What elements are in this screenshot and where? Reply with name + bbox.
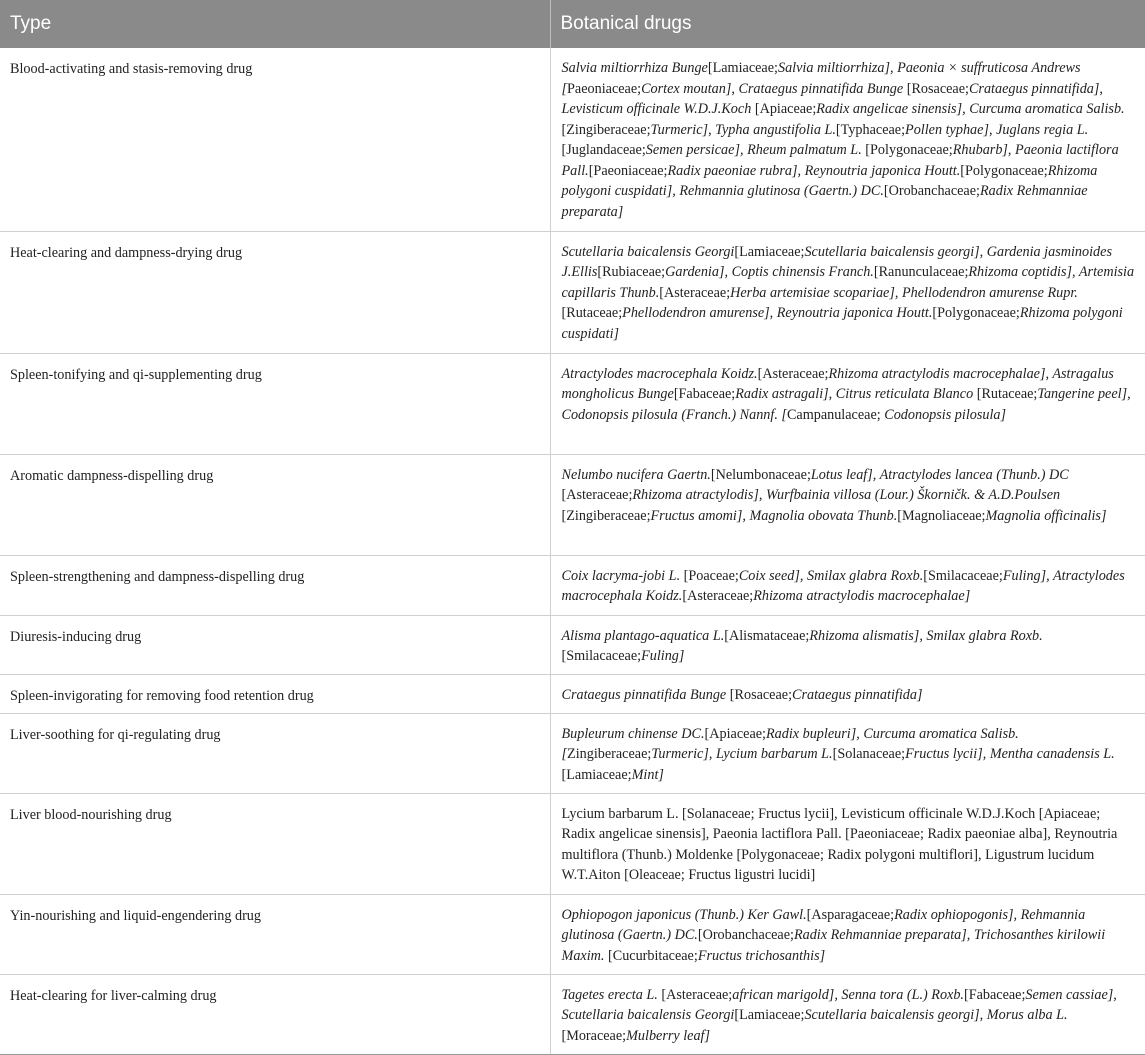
scientific-text: ], — [867, 466, 880, 483]
scientific-text: Turmeric — [651, 746, 704, 762]
scientific-text: Rheum palmatum L. — [747, 142, 866, 158]
scientific-text: ], — [961, 927, 974, 943]
scientific-text: ], — [794, 567, 807, 584]
scientific-text: ], — [753, 487, 766, 503]
scientific-text: Atractylodes macrocephala Koidz. — [561, 567, 1125, 604]
table-row — [0, 894, 1145, 974]
cell-type: Spleen-tonifying and qi-supplementing drug — [0, 353, 550, 454]
scientific-text: Fuling — [641, 648, 679, 664]
scientific-text: ], — [974, 1007, 987, 1023]
plain-text: [Rutaceae; — [976, 386, 1038, 402]
plain-text: ; — [774, 60, 778, 76]
plain-text: [Orobanchaceae; — [697, 927, 794, 943]
scientific-text: Scutellaria baicalensis Georgi — [561, 243, 735, 260]
cell-type: Heat-clearing for liver-calming drug — [0, 974, 550, 1054]
plain-text: ; — [637, 80, 642, 97]
scientific-text: ], — [1040, 567, 1054, 584]
scientific-text: ], — [764, 305, 777, 321]
plain-text: [Rutaceae; — [561, 305, 623, 321]
scientific-text: Fuling — [1002, 567, 1041, 584]
scientific-text: Codonopsis pilosula — [880, 406, 1001, 423]
scientific-text: Rhizoma atractylodis — [632, 487, 754, 503]
scientific-text: ] — [964, 588, 971, 604]
cell-botanical-drugs — [550, 454, 1145, 555]
scientific-text: Rhizoma alismatis — [809, 627, 914, 644]
cell-botanical-drugs — [550, 894, 1145, 974]
scientific-text: Phellodendron amurense Rupr. — [901, 284, 1078, 301]
scientific-text: Scutellaria baicalensis georgi — [804, 243, 975, 260]
table-header — [0, 0, 1145, 48]
header-type: Type — [0, 0, 550, 48]
header-row — [0, 0, 1145, 48]
scientific-text: Mulberry leaf — [626, 1027, 705, 1044]
plain-text: [Lamiaceae; — [734, 243, 805, 260]
plain-text: [Ranunculaceae; — [873, 264, 969, 280]
plain-text: [Fabaceae; — [673, 386, 736, 402]
scientific-text: Mentha canadensis L. — [989, 746, 1115, 762]
plain-text: [Juglandaceae; — [561, 142, 646, 158]
scientific-text: Smilax glabra Roxb. — [807, 567, 924, 584]
plain-text: [Cucurbitaceae; — [608, 947, 698, 964]
scientific-text: ], — [1107, 986, 1117, 1003]
scientific-text: Radix Rehmanniae preparata — [561, 183, 1088, 220]
scientific-text: Curcuma aromatica Salisb. [ — [561, 725, 1019, 762]
scientific-text: ], — [983, 121, 997, 138]
scientific-text: Fructus lycii — [905, 746, 978, 762]
scientific-text: Ophiopogon japonicus (Thunb.) Ker Gawl. — [561, 906, 807, 923]
scientific-text: ], — [702, 121, 716, 138]
plain-text: [Smilacaceae; — [923, 567, 1003, 584]
scientific-text: ] — [1000, 406, 1007, 423]
plain-text: Campanulaceae; — [786, 406, 881, 423]
scientific-text: Bupleurum chinense DC. — [561, 725, 705, 742]
cell-botanical-drugs — [550, 555, 1145, 615]
plain-text: [Rubiaceae; — [597, 264, 666, 280]
plain-text: [Paeoniaceae; — [588, 162, 668, 179]
table-row — [0, 231, 1145, 353]
plain-text: Lamiaceae — [712, 60, 775, 76]
scientific-text: ], — [725, 80, 739, 97]
cell-type: Spleen-invigorating for removing food retention drug — [0, 674, 550, 713]
scientific-text: ] — [819, 947, 826, 964]
cell-type: Blood-activating and stasis-removing drug — [0, 48, 550, 231]
scientific-text: Nelumbo nucifera Gaertn. — [561, 466, 711, 483]
scientific-text: ] — [1100, 507, 1107, 524]
table-row — [0, 454, 1145, 555]
scientific-text: Astragalus mongholicus Bunge — [561, 365, 1114, 402]
scientific-text: Semen persicae — [645, 142, 735, 158]
table-row — [0, 555, 1145, 615]
scientific-text: Curcuma aromatica Salisb. — [969, 101, 1125, 117]
table-row — [0, 713, 1145, 793]
scientific-text: Fructus amomi — [650, 507, 737, 524]
plain-text: Paeoniaceae — [567, 80, 638, 97]
scientific-text: Turmeric — [650, 121, 703, 138]
table-row — [0, 793, 1145, 894]
scientific-text: Tangerine peel — [1037, 386, 1122, 402]
scientific-text: ], — [828, 986, 842, 1003]
scientific-text: Fructus trichosanthis — [697, 947, 820, 964]
scientific-text: Smilax glabra Roxb. — [926, 627, 1043, 644]
cell-botanical-drugs — [550, 674, 1145, 713]
cell-botanical-drugs — [550, 713, 1145, 793]
plain-text: [Poaceae; — [683, 567, 739, 584]
scientific-text: ], — [913, 627, 927, 644]
cell-type: Heat-clearing and dampness-drying drug — [0, 231, 550, 353]
scientific-text: Trichosanthes kirilowii Maxim. — [561, 927, 1106, 964]
plain-text: [Asparagaceae; — [806, 906, 895, 923]
cell-botanical-drugs — [550, 48, 1145, 231]
scientific-text: ] — [916, 686, 923, 703]
scientific-text: Crataegus pinnatifida Bunge — [738, 80, 907, 97]
scientific-text: ], — [1002, 142, 1016, 158]
scientific-text: Radix paeoniae rubra — [667, 162, 792, 179]
scientific-text: ], — [850, 725, 864, 742]
plain-text: Zingiberaceae; — [567, 746, 652, 762]
scientific-text: ], — [1121, 386, 1131, 402]
plain-text: [Solanaceae; — [832, 746, 906, 762]
scientific-text: Gardenia — [665, 264, 719, 280]
scientific-text: Atractylodes lancea (Thunb.) DC — [879, 466, 1069, 483]
plain-text: [Zingiberaceae; — [561, 507, 651, 524]
scientific-text: Rhizoma atractylodis macrocephalae — [828, 365, 1040, 382]
scientific-text: Lotus leaf — [810, 466, 868, 483]
scientific-text: ] — [617, 203, 624, 220]
scientific-text: Coix seed — [738, 567, 795, 584]
plain-text: [Polygonaceae; — [960, 162, 1048, 179]
scientific-text: Herba artemisiae scopariae — [730, 284, 890, 301]
plain-text: Lycium barbarum L. [Solanaceae; Fructus lycii], Levisticum officinale W.D.J.Koch [Apiaceae; Radix angelicae sinensis], Paeonia lactiflora Pall. [Paeoniaceae; Radix paeoniae alba], Reynoutria multiflora (Thunb.) Moldenke [Polygonaceae; Radix polygoni multiflori], Ligustrum lucidum W.T.Aiton [Oleaceae; Fructus ligustri lucidi] — [561, 805, 1118, 883]
plain-text: [Asteraceae; — [682, 588, 754, 604]
table-body — [0, 48, 1145, 1054]
scientific-text: Atractylodes macrocephala Koidz. — [561, 365, 758, 382]
scientific-text: Paeonia × suffruticosa Andrews [ — [561, 60, 1081, 97]
scientific-text: Paeonia lactiflora Pall. — [561, 142, 1119, 179]
scientific-text: ], — [791, 162, 805, 179]
scientific-text: ], — [977, 746, 990, 762]
scientific-text: Magnolia officinalis — [985, 507, 1101, 524]
scientific-text: ] — [658, 766, 664, 783]
scientific-text: ], — [1007, 906, 1021, 923]
scientific-text: Wurfbainia villosa (Lour.) Škorničk. & A.D.Poulsen — [766, 487, 1061, 503]
scientific-text: Salvia miltiorrhiza Bunge — [561, 60, 708, 76]
scientific-text: Magnolia obovata Thunb. — [749, 507, 898, 524]
plain-text: [Polygonaceae; — [932, 305, 1020, 321]
scientific-text: Reynoutria japonica Houtt. — [776, 305, 933, 321]
scientific-text: Codonopsis pilosula (Franch.) Nannf. [ — [561, 406, 787, 423]
scientific-text: Rhizoma polygoni cuspidati — [561, 305, 1123, 342]
scientific-text: Crataegus pinnatifida — [968, 80, 1094, 97]
scientific-text: Rehmannia glutinosa (Gaertn.) DC. — [561, 906, 1086, 943]
cell-botanical-drugs — [550, 974, 1145, 1054]
plain-text: [ — [707, 60, 713, 76]
scientific-text: Lycium barbarum L. — [715, 746, 833, 762]
scientific-text: Rhubarb — [952, 142, 1003, 158]
plain-text: [Alismataceae; — [724, 627, 810, 644]
scientific-text: ], — [734, 142, 748, 158]
plain-text: [Asteraceae; — [659, 284, 731, 301]
scientific-text: ], — [956, 101, 970, 117]
cell-botanical-drugs — [550, 353, 1145, 454]
scientific-text: ], — [1039, 365, 1053, 382]
scientific-text: Artemisia capillaris Thunb. — [561, 264, 1135, 301]
scientific-text: Radix ophiopogonis — [894, 906, 1008, 923]
plain-text: [Apiaceae; — [704, 725, 766, 742]
scientific-text: Gardenia jasminoides J.Ellis — [561, 243, 1112, 280]
scientific-text: Radix angelicae sinensis — [816, 101, 957, 117]
table-row — [0, 48, 1145, 231]
scientific-text: ] — [678, 648, 685, 664]
scientific-text: ], — [889, 284, 902, 301]
scientific-text: Pollen typhae — [905, 121, 984, 138]
cell-type: Spleen-strengthening and dampness-dispelling drug — [0, 555, 550, 615]
cell-botanical-drugs — [550, 615, 1145, 674]
scientific-text: Crataegus pinnatifida Bunge — [561, 686, 730, 703]
scientific-text: Phellodendron amurense — [622, 305, 765, 321]
plain-text: [Rosaceae; — [906, 80, 969, 97]
scientific-text: Mint — [631, 766, 659, 783]
cell-botanical-drugs — [550, 793, 1145, 894]
scientific-text: Scutellaria baicalensis georgi — [804, 1007, 975, 1023]
plain-text: [Lamiaceae; — [561, 766, 632, 783]
plain-text: [Polygonaceae; — [865, 142, 953, 158]
cell-botanical-drugs — [550, 231, 1145, 353]
table-row — [0, 615, 1145, 674]
scientific-text: Radix Rehmanniae preparata — [793, 927, 962, 943]
scientific-text: ], — [974, 243, 987, 260]
plain-text: [Rosaceae; — [729, 686, 793, 703]
scientific-text: african marigold — [732, 986, 829, 1003]
scientific-text: ], — [1093, 80, 1103, 97]
scientific-text: ] — [704, 1027, 711, 1044]
table-row — [0, 353, 1145, 454]
cell-type: Yin-nourishing and liquid-engendering drug — [0, 894, 550, 974]
scientific-text: Radix bupleuri — [765, 725, 851, 742]
plain-text: [Lamiaceae; — [734, 1007, 805, 1023]
scientific-text: Senna tora (L.) Roxb. — [841, 986, 964, 1003]
plain-text: [Smilacaceae; — [561, 648, 642, 664]
scientific-text: Alisma plantago-aquatica L. — [561, 627, 725, 644]
scientific-text: Rehmannia glutinosa (Gaertn.) DC. — [679, 183, 884, 199]
scientific-text: Crataegus pinnatifida — [792, 686, 917, 703]
scientific-text: Rhizoma atractylodis macrocephalae — [753, 588, 965, 604]
plain-text: [Asteraceae; — [561, 487, 633, 503]
plain-text: [Typhaceae; — [835, 121, 906, 138]
scientific-text: Levisticum officinale W.D.J.Koch — [561, 101, 755, 117]
plain-text: [Apiaceae; — [754, 101, 817, 117]
table-row — [0, 674, 1145, 713]
scientific-text: Reynoutria japonica Houtt. — [804, 162, 961, 179]
plain-text: [Magnoliaceae; — [897, 507, 986, 524]
plain-text: [Asteraceae; — [661, 986, 733, 1003]
scientific-text: ], — [884, 60, 898, 76]
scientific-text: Rhizoma coptidis — [968, 264, 1067, 280]
scientific-text: Morus alba L. — [986, 1007, 1068, 1023]
plain-text: [Asteraceae; — [757, 365, 829, 382]
scientific-text: Scutellaria baicalensis Georgi — [561, 1007, 735, 1023]
scientific-text: Cortex moutan — [641, 80, 726, 97]
scientific-text: ], — [1066, 264, 1079, 280]
scientific-text: ], — [718, 264, 732, 280]
scientific-text: Coix lacryma-jobi L. — [561, 567, 684, 584]
scientific-text: ], — [666, 183, 680, 199]
scientific-text: Typha angustifolia L. — [715, 121, 836, 138]
plain-text: [Orobanchaceae; — [883, 183, 980, 199]
cell-type: Liver blood-nourishing drug — [0, 793, 550, 894]
scientific-text: Semen cassiae — [1025, 986, 1108, 1003]
plain-text: [Zingiberaceae; — [561, 121, 651, 138]
scientific-text: Citrus reticulata Blanco — [835, 386, 977, 402]
scientific-text: Tagetes erecta L. — [561, 986, 662, 1003]
plain-text: [Fabaceae; — [963, 986, 1026, 1003]
plain-text: [Moraceae; — [561, 1027, 627, 1044]
scientific-text: ], — [823, 386, 836, 402]
scientific-text: Coptis chinensis Franch. — [731, 264, 874, 280]
scientific-text: Radix astragali — [735, 386, 824, 402]
scientific-text: ], — [736, 507, 750, 524]
cell-type: Aromatic dampness-dispelling drug — [0, 454, 550, 555]
cell-type: Diuresis-inducing drug — [0, 615, 550, 674]
scientific-text: Juglans regia L. — [996, 121, 1089, 138]
table-row — [0, 974, 1145, 1054]
cell-type: Liver-soothing for qi-regulating drug — [0, 713, 550, 793]
plain-text: [Nelumbonaceae; — [710, 466, 811, 483]
scientific-text: Salvia miltiorrhiza — [777, 60, 885, 76]
scientific-text: Rhizoma polygoni cuspidati — [561, 162, 1098, 199]
header-botanical-drugs: Botanical drugs — [550, 0, 1145, 48]
scientific-text: ] — [613, 325, 620, 342]
scientific-text: ], — [703, 746, 716, 762]
